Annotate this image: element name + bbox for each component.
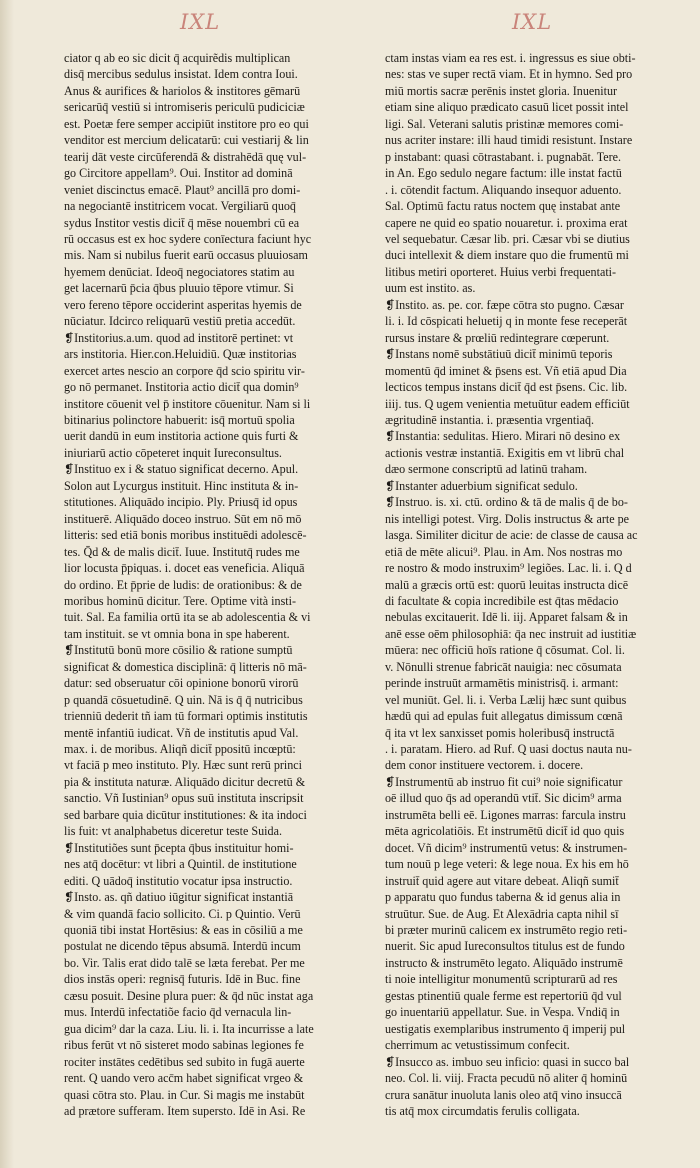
text-line: sanctio. Vñ Iustinian⁹ opus suū instituta inscripsit bbox=[64, 791, 304, 806]
folio-mark-left: IXL bbox=[180, 10, 221, 34]
text-line: struūtur. Sue. de Aug. Et Alexādria capta nihil sī bbox=[385, 906, 619, 921]
text-line: ti noie intelligitur monumentū scripturarū ad res bbox=[385, 972, 618, 987]
text-line: sed barbare quia dicūtur institutiones: & ita indoci bbox=[64, 807, 307, 822]
text-line: malū a græcis ortū est: quorū leuitas instructa dicē bbox=[385, 577, 629, 592]
text-line: moribus hominū dicitur. Tere. Optime vità insti- bbox=[64, 593, 297, 608]
text-line: p apparatu quo fundus taberna & id genus alia in bbox=[385, 890, 621, 905]
text-line: nis intelligi potest. Virg. Dolis instructus & arte pe bbox=[385, 511, 630, 526]
text-line: momentū q̄d iminet & p̄sens est. Vñ etiā apud Dia bbox=[385, 363, 627, 378]
text-line: trienniū dederit tñ iam tū formari optimis institutis bbox=[64, 709, 308, 724]
text-line: ciator q ab eo sic dicit q̄ acquirẽdis multiplican bbox=[64, 51, 291, 65]
text-line: iniuriarū actio cōpeteret inquit Iureconsultus. bbox=[64, 445, 282, 460]
text-line: etiam sine aliquo prædicato casuū licet possit intel bbox=[385, 100, 629, 115]
text-line: mūera: nec officiū hoīs ratione q̄ cōsumat. Col. li. bbox=[385, 643, 625, 658]
text-line: etiā de mēte alicui⁹. Plau. in Am. Nos nostras mo bbox=[385, 544, 623, 559]
text-line: postulat ne dicendo tēpus absumā. Interdū incum bbox=[64, 939, 301, 954]
text-line: cæsu posuit. Desine plura puer: & q̄d nūc instat aga bbox=[64, 988, 314, 1003]
text-line: Anus & aurifices & hariolos & institores gēmarū bbox=[64, 83, 301, 98]
text-line: ❡Institorius.a.um. quod ad institorē pertinet: vt bbox=[64, 330, 294, 345]
text-line: do ordino. Et p̄prie de ludis: de orationibus: & de bbox=[64, 577, 302, 592]
text-line: vel sequebatur. Cæsar lib. pri. Cæsar vbi se diutius bbox=[385, 231, 630, 246]
text-line: hyemem denūciat. Ideoq̄ negociatores statim au bbox=[64, 264, 295, 279]
text-line: v. Nōnulli strenue fabricāt nauigia: nec cōsumata bbox=[385, 659, 622, 674]
binding-shadow bbox=[0, 0, 14, 1168]
text-line: lecticos tempus instans dicit̄ q̄d est p̄sens. Cic. lib. bbox=[385, 380, 628, 395]
text-line: datur: sed obseruatur cōi opinione bonorū virorū bbox=[64, 676, 299, 691]
text-line: oē illud quo q̄s ad operandū vtit̄. Sic dicim⁹ arma bbox=[385, 791, 622, 806]
text-line: actionis vestræ instantiā. Exigitis em vt librū chal bbox=[385, 445, 625, 460]
text-line: duci intellexit & diem instare quo die frumentū mi bbox=[385, 248, 629, 263]
text-line: significat & domestica disciplinā: q̄ litteris nō mā- bbox=[64, 659, 307, 674]
text-line: lior locusta p̄piquas. i. docet eas veneficia. Aliquā bbox=[64, 561, 305, 576]
text-line: instruit̄ quid agere aut vitare debeat. Aliqñ sumit̄ bbox=[385, 873, 619, 888]
text-line: Solon aut Lycurgus instituit. Hinc instituta & in- bbox=[64, 478, 299, 493]
text-column-right bbox=[385, 50, 693, 1119]
text-line: nes atq̄ docētur: vt libri a Quintil. de institutione bbox=[64, 857, 297, 872]
text-line: ❡Insucco as. imbuo seu inficio: quasi in succo bal bbox=[385, 1054, 630, 1069]
text-line: instrumēta belli eē. Ligones marras: farcula instru bbox=[385, 807, 626, 822]
text-line: institore cōuenit vel p̄ institore cōuenitur. Nam si li bbox=[64, 396, 311, 411]
text-line: mus. Interdū infectatiõe facio q̄d vernacula lin- bbox=[64, 1005, 292, 1020]
text-line: go Circitore appellam⁹. Oui. Institor ad dominā bbox=[64, 166, 293, 181]
text-line: bo. Vir. Talis erat dido talē se læta ferebat. Per me bbox=[64, 955, 305, 970]
folio-mark-right: IXL bbox=[512, 10, 553, 34]
text-line: Sal. Optimū factu ratus noctem quę instabat ante bbox=[385, 199, 621, 214]
text-line: ❡Instruo. is. xi. ctū. ordino & tā de malis q̄ de bo- bbox=[385, 495, 628, 510]
text-line: venditor est mercium delicatarū: cui vestiarij & lin bbox=[64, 133, 309, 148]
text-line: max. i. de moribus. Aliqñ dicit̄ ppositū incœptū: bbox=[64, 742, 296, 757]
text-line: mentē infantiū iudicat. Vñ de institutis apud Val. bbox=[64, 725, 299, 740]
text-line: dæo sermone conscriptū ad latinū traham. bbox=[385, 462, 588, 477]
text-line: li. i. Id cōspicati heluetij q in monte fese receperāt bbox=[385, 314, 628, 329]
text-line: disq̄ mercibus sedulus insistat. Idem contra Ioui. bbox=[64, 67, 298, 82]
text-line: tis atq̄ mox circumdatis ferulis colligata. bbox=[385, 1104, 580, 1118]
text-line: quoniā tibi instat Hortēsius: & eas in cōsiliū a me bbox=[64, 923, 303, 938]
text-line: nes: stas ve super rectā viam. Et in hymno. Sed pro bbox=[385, 67, 633, 82]
text-line: ligi. Sal. Veterani salutis pristinæ memores comi- bbox=[385, 116, 624, 131]
text-line: ❡Instanter aduerbium significat sedulo. bbox=[385, 478, 578, 493]
text-line: tearij dāt veste circūferendā & distrahēdā quę vul- bbox=[64, 149, 307, 164]
text-line: tuit. Sal. Ea familia ortū ita se ab adolescentia & vi bbox=[64, 610, 311, 625]
text-line: exercet artes nescio an corpore q̄d scio spiritu vir- bbox=[64, 363, 305, 378]
text-line: bitinarius polinctore habuerit: isq̄ mortuū spolia bbox=[64, 412, 295, 427]
text-line: uum est instito. as. bbox=[385, 281, 476, 296]
text-line: ❡Institutiões sunt p̄cepta q̄bus instituitur homi- bbox=[64, 840, 294, 855]
text-line: sericarūq̄ vestiū si intromiseris periculū pudiciciæ bbox=[64, 100, 305, 115]
text-line: vt faciā p meo instituto. Ply. Hæc sunt rerū princi bbox=[64, 758, 303, 773]
text-line: tes. Q̄d & de malis dicit̄. Iuue. Institutq̄ rudes me bbox=[64, 544, 300, 559]
text-line: p quandā cōsuetudinē. Q uin. Nā is q̄ q̄ nutricibus bbox=[64, 692, 303, 707]
text-line: quasi cōtra sto. Plau. in Cur. Si magis me instabūt bbox=[64, 1087, 305, 1102]
text-line: instituerē. Aliquādo doceo instruo. Sūt em nō mō bbox=[64, 511, 302, 526]
text-line: q̄ ita vt lex sanxisset pomis holeribusq̄ instructā bbox=[385, 725, 615, 740]
text-line: gua dicim⁹ dar la caza. Liu. li. i. Ita incurrisse a late bbox=[64, 1021, 314, 1036]
text-line: lasga. Similiter dicitur de acie: de classe de causa ac bbox=[385, 528, 638, 543]
text-line: na negociantē institricem vocat. Vergiliarū quoq̄ bbox=[64, 199, 296, 214]
text-line: gestas ptinentiū quale ferme est repertoriū q̄d vul bbox=[385, 988, 622, 1003]
text-line: litibus metiri oporteret. Huius verbi frequentati- bbox=[385, 264, 617, 279]
text-line: ad prætore sufferam. Item supersto. Idē in Asi. Re bbox=[64, 1104, 306, 1118]
text-line: uerit dandū in eum institoria actione quis furti & bbox=[64, 429, 299, 444]
text-line: in An. Ego sedulo negare factum: ille instat factū bbox=[385, 166, 622, 181]
text-line: nūciatur. Idcirco reliquarū vestiū pretia accedūt. bbox=[64, 314, 296, 329]
text-line: ❡Instrumentū ab instruo fit cui⁹ noie significatur bbox=[385, 774, 623, 789]
text-line: neo. Col. li. viij. Fracta pecudū nō aliter q̄ hominū bbox=[385, 1071, 628, 1086]
text-line: vero fereno tēpore occiderint asperitas hyemis de bbox=[64, 297, 302, 312]
text-line: tum nouū p lege veteri: & lege noua. Ex his em hō bbox=[385, 857, 629, 872]
text-line: instructo & instrumēto legato. Aliquādo instrumē bbox=[385, 955, 623, 970]
text-line: pia & instituta naturæ. Aliquādo dicitur decretū & bbox=[64, 774, 306, 789]
text-line: ❡Instituo ex i & statuo significat decerno. Apul. bbox=[64, 462, 299, 477]
text-line: . i. cōtendit factum. Aliquando insequor aduento. bbox=[385, 182, 622, 197]
text-line: bi præter murinū calicem ex instrumēto regio reti- bbox=[385, 923, 628, 938]
text-line: nus acriter instare: illi haud timidi resistunt. Instare bbox=[385, 133, 633, 148]
text-line: ❡Instantia: sedulitas. Hiero. Mirari nō desino ex bbox=[385, 429, 621, 444]
text-line: di facultate & copia incredibile est q̄tas mēdacio bbox=[385, 593, 619, 608]
text-line: dios instās operi: regnisq̄ futuris. Idē in Buc. fine bbox=[64, 972, 301, 987]
text-line: perinde instruūt armamētis ministrisq̄. i. armant: bbox=[385, 676, 619, 691]
text-line: ægritudinē instantia. i. præsentia vrgentiaq̄. bbox=[385, 412, 595, 427]
text-line: crura sanātur inuoluta lanis oleo atq̄ vino insuccā bbox=[385, 1087, 622, 1102]
text-line: litteris: sed etiā bonis moribus instituēdi adolescē- bbox=[64, 528, 307, 543]
text-line: miū mortis sacræ perēnis instet gloria. Inuenitur bbox=[385, 83, 618, 98]
text-line: uestigatis exemplaribus instrumento q̄ imperij pul bbox=[385, 1021, 626, 1036]
text-line: mēta agricolatiōis. Et instrumētū dicit̄ id quo quis bbox=[385, 824, 625, 839]
text-line: rursus instare & prœliū redintegrare cœperunt. bbox=[385, 330, 610, 345]
text-line: capere ne quid eo spatio nouaretur. i. proxima erat bbox=[385, 215, 628, 230]
text-line: sydus Institor vestis dicit̄ q̄ mēse nouembri cū ea bbox=[64, 215, 300, 230]
text-line: ars institoria. Hier.con.Heluidiū. Quæ institorias bbox=[64, 347, 297, 362]
text-line: . i. paratam. Hiero. ad Ruf. Q uasi doctus nauta nu- bbox=[385, 742, 632, 757]
text-line: rent. Q uando vero acc̄m habet significat vrgeo & bbox=[64, 1071, 304, 1086]
text-line: dem conor instituere vectorem. i. docere. bbox=[385, 758, 584, 773]
text-line: re nostro & modo instruxim⁹ legiões. Lac. li. i. Q d bbox=[385, 561, 632, 576]
text-line: hædū qui ad epulas fuit allegatus dimissum cœnā bbox=[385, 709, 623, 724]
text-line: stitutiones. Aliquādo incipio. Ply. Priusq̄ id opus bbox=[64, 495, 298, 510]
text-line: tam instituit. se vt omnia bona in spe haberent. bbox=[64, 626, 290, 641]
text-line: editi. Q uādoq̄ institutio vocatur ipsa instructio. bbox=[64, 873, 293, 888]
text-column-left bbox=[64, 50, 376, 1119]
text-line: ribus ferūt vt nō sisteret modo sabinas legiones fe bbox=[64, 1038, 304, 1053]
text-line: rociter instātes cedētibus sed subito in fugā auerte bbox=[64, 1054, 305, 1069]
text-line: ❡Institutū bonū more cōsilio & ratione sumptū bbox=[64, 643, 293, 658]
text-line: nuerit. Sic apud Iureconsultos titulus est de fundo bbox=[385, 939, 625, 954]
text-line: rū occasus est ex hoc sydere conīectura faciunt hyc bbox=[64, 231, 312, 246]
text-line: go inuentariū appellatur. Sue. in Vespa. Vndiq̄ in bbox=[385, 1005, 620, 1020]
text-line: go nō permanet. Institoria actio dicit̄ qua domin⁹ bbox=[64, 380, 299, 395]
text-line: get lacernarū p̄cia q̄bus pluuio tēpore vtimur. Si bbox=[64, 281, 294, 296]
text-line: lis fuit: vt analphabetus diceretur teste Suida. bbox=[64, 824, 282, 839]
text-line: veniet discinctus emacē. Plaut⁹ ancillā pro domi- bbox=[64, 182, 301, 197]
text-line: docet. Vñ dicim⁹ instrumentū vetus: & instrumen- bbox=[385, 840, 628, 855]
text-line: nebulas excitauerit. Idē li. iij. Apparet falsam & in bbox=[385, 610, 628, 625]
text-line: cherrimum ac vetustissimum confecit. bbox=[385, 1038, 570, 1053]
text-line: anē esse oēm philosophiā: q̄a nec instruit ad iustitiæ bbox=[385, 626, 637, 641]
text-line: & vim quandā facio sollicito. Ci. p Quintio. Verū bbox=[64, 906, 301, 921]
text-line: mis. Nam si nubilus fuerit earū occasus pluuiosam bbox=[64, 248, 308, 263]
text-line: ❡Instito. as. pe. cor. fæpe cōtra sto pugno. Cæsar bbox=[385, 297, 624, 312]
text-line: ❡Instans nomē substātiuū dicit̄ minimū teporis bbox=[385, 347, 613, 362]
text-line: ctam instas viam ea res est. i. ingressus es siue obti- bbox=[385, 51, 636, 65]
text-line: ❡Insto. as. qñ datiuo iūgitur significat instantiā bbox=[64, 890, 294, 905]
text-line: iiij. tus. Q ugem venientia metuūtur eadem efficiūt bbox=[385, 396, 630, 411]
text-line: p instabant: quasi cōtrastabant. i. pugnabāt. Tere. bbox=[385, 149, 622, 164]
text-line: est. Poetæ fere semper accipiūt institore pro eo qui bbox=[64, 116, 309, 131]
text-line: vel muniūt. Gel. li. i. Verba Lælij hæc sunt quibus bbox=[385, 692, 627, 707]
